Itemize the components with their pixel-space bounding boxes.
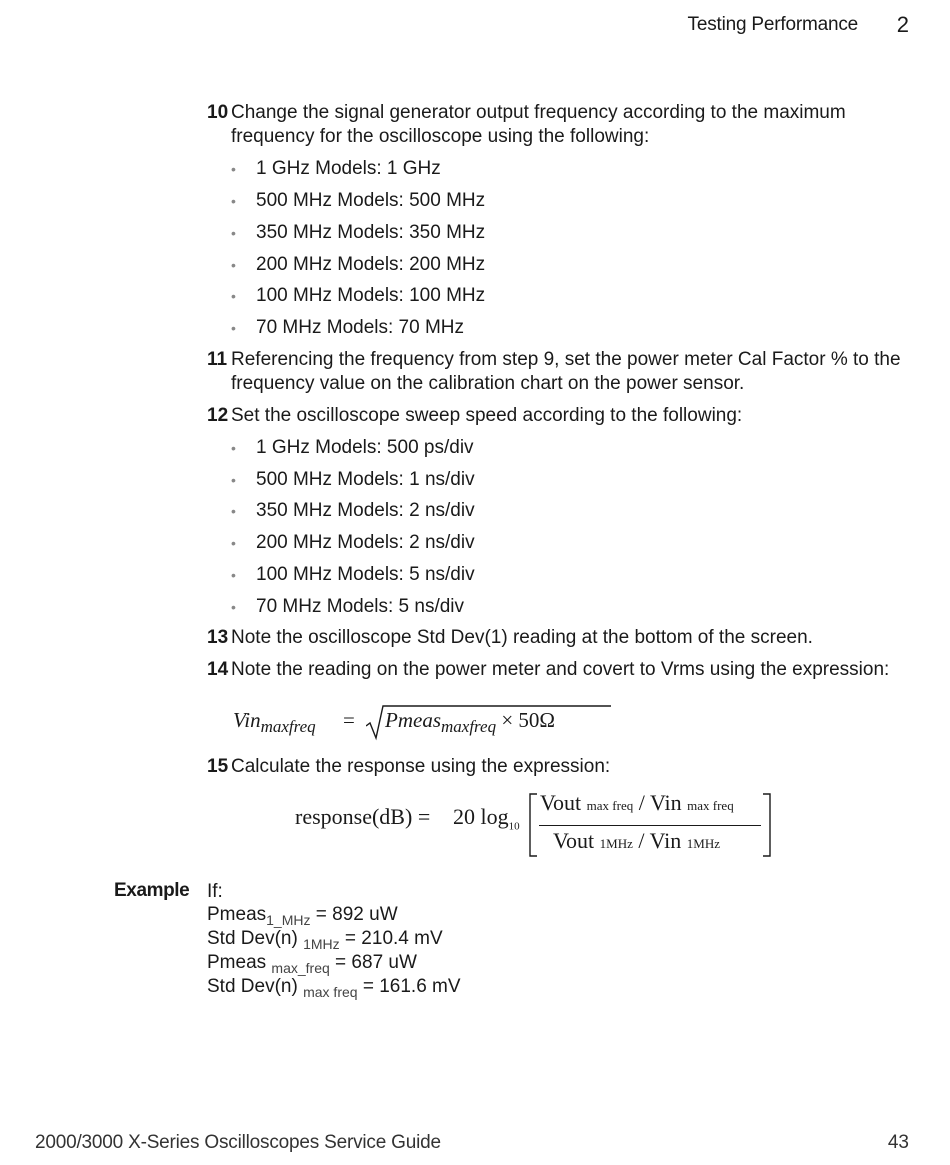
step-text: Change the signal generator output frequency according to the maximum frequency for the oscilloscope using the following: (231, 102, 846, 147)
list-item: • 200 MHz Models: 200 MHz (231, 254, 486, 275)
list-item: • 200 MHz Models: 2 ns/div (231, 532, 475, 553)
bullet-icon: • (231, 503, 236, 519)
bullet-icon: • (231, 440, 236, 456)
response-formula: response(dB) = 20 $\log_{10}$ Vout max freq / Vin max freq Vout 1MHz / Vin 1MHz (295, 790, 785, 862)
step-14 (207, 658, 917, 682)
fraction-bar (539, 825, 761, 826)
list-item: • 1 GHz Models: 500 ps/div (231, 437, 474, 458)
bullet-icon: • (231, 567, 236, 583)
running-header-section: Testing Performance (687, 14, 858, 35)
example-line: Std Dev(n) $_{1MHz}$ = 210.4 mV (207, 928, 443, 952)
footer-title: 2000/3000 X-Series Oscilloscopes Service Guide (35, 1132, 441, 1153)
step-number: 13 (207, 627, 229, 648)
example-label: Example (114, 880, 190, 901)
bullet-icon: • (231, 225, 236, 241)
step-number: 10 (207, 102, 229, 123)
list-item: • 350 MHz Models: 2 ns/div (231, 500, 475, 521)
example-line: Pmeas$_{1\_MHz}$ = 892 uW (207, 904, 398, 928)
step-11 (207, 348, 917, 396)
step-15 (207, 755, 917, 779)
step-12 (207, 404, 917, 428)
example-line: Std Dev(n) $_{max freq}$ = 161.6 mV (207, 976, 461, 1000)
step-10 (207, 101, 917, 149)
bullet-icon: • (231, 257, 236, 273)
list-item: • 100 MHz Models: 5 ns/div (231, 564, 475, 585)
list-item: • 1 GHz Models: 1 GHz (231, 158, 441, 179)
bullet-icon: • (231, 161, 236, 177)
page-number: 43 (887, 1132, 909, 1153)
list-item: • 350 MHz Models: 350 MHz (231, 222, 486, 243)
bullet-icon: • (231, 535, 236, 551)
running-header-chapter: 2 (896, 12, 909, 37)
list-item: • 70 MHz Models: 70 MHz (231, 317, 465, 338)
bullet-icon: • (231, 288, 236, 304)
step-number: 12 (207, 405, 229, 426)
bullet-icon: • (231, 320, 236, 336)
bullet-icon: • (231, 599, 236, 615)
bullet-icon: • (231, 193, 236, 209)
right-bracket (760, 792, 774, 858)
list-item: • 500 MHz Models: 500 MHz (231, 190, 486, 211)
step-number: 14 (207, 659, 229, 680)
step-text: Note the reading on the power meter and covert to Vrms using the expression: (231, 659, 890, 680)
example-line: Pmeas $_{max\_freq}$ = 687 uW (207, 952, 417, 976)
example-intro: If: (207, 881, 223, 902)
step-13 (207, 626, 917, 650)
step-text: Calculate the response using the expression: (231, 756, 611, 777)
step-number: 15 (207, 756, 229, 777)
step-text: Referencing the frequency from step 9, set the power meter Cal Factor % to the frequency value on the calibration chart on the power sensor. (231, 349, 901, 394)
step-text: Set the oscilloscope sweep speed according to the following: (231, 405, 743, 426)
bullet-icon: • (231, 472, 236, 488)
list-item: • 100 MHz Models: 100 MHz (231, 285, 486, 306)
list-item: • 70 MHz Models: 5 ns/div (231, 596, 465, 617)
step-number: 11 (207, 349, 228, 370)
list-item: • 500 MHz Models: 1 ns/div (231, 469, 475, 490)
vin-formula: Vin$_{maxfreq}$ = Pmeas$_{maxfreq}$ × 50Ω (233, 700, 593, 748)
step-text: Note the oscilloscope Std Dev(1) reading at the bottom of the screen. (231, 627, 813, 648)
